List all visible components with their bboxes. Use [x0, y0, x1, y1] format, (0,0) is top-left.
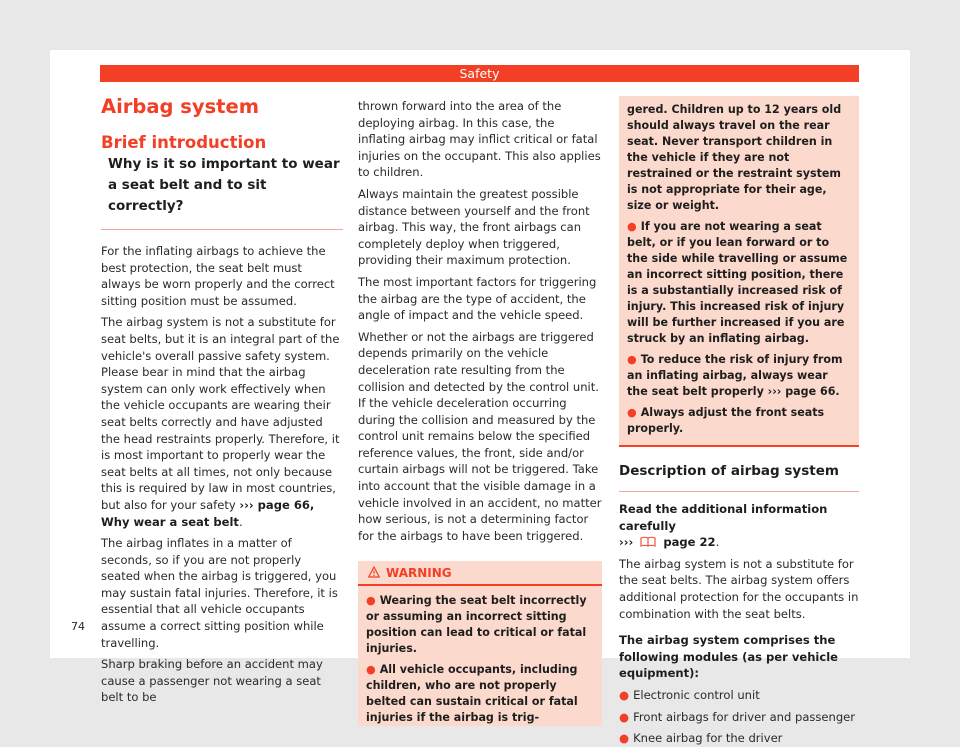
section-heading: Why is it so important to wear a seat belt and to sit correctly? — [101, 154, 343, 230]
list-item: ● Electronic control unit — [619, 687, 760, 702]
list-item: ● Knee airbag for the driver — [619, 731, 783, 746]
warning-title: WARNING — [386, 566, 452, 581]
paragraph: The airbag system is not a substitute for the seat belts. The airbag system offers additional protection for the occupants in combination with the seat belts. — [619, 556, 859, 621]
bullet-icon: ● — [627, 353, 637, 366]
chapter-header: Safety — [100, 65, 859, 82]
page-reference-link[interactable]: ››› page 66, Why wear a seat belt — [101, 497, 315, 529]
column-3 — [619, 96, 859, 747]
subsection-title: Brief introduction — [101, 133, 267, 152]
bullet-icon: ● — [619, 709, 630, 724]
bullet-icon: ● — [366, 594, 376, 608]
paragraph: Whether or not the airbags are triggered depends primarily on the vehicle deceleration rate resulting from the collision and detected by the control unit. If the vehicle deceleration occurring during the collision and measured by the control unit remains below the specified reference values, the front, side and/or curtain airbags will not be triggered. Take into account that the visible damage in a vehicle involved in an accident, no matter how serious, is not a determining factor for the airbags to have been triggered. — [358, 329, 602, 543]
read-info-note: Read the additional information carefully ››› page 22. — [619, 502, 828, 550]
bullet-icon: ● — [619, 731, 630, 746]
warning-item: ● All vehicle occupants, including children, who are not properly belted can sustain critical or fatal injuries if the airbag is trig- — [366, 663, 578, 725]
paragraph: The airbag inflates in a matter of seconds, so if you are not properly seated when the airbag is triggered, you may sustain fatal injuries. Therefore, it is essential that all vehicle occupants assume a correct sitting position while travelling. — [101, 536, 338, 650]
column-1 — [101, 94, 343, 706]
paragraph: Always maintain the greatest possible distance between yourself and the front airbag. This way, the front airbags can completely deploy when triggered, providing their maximum protection. — [358, 186, 590, 268]
bullet-icon: ● — [627, 406, 637, 419]
warning-bottom-rule — [619, 445, 859, 447]
warning-item: ● Always adjust the front seats properly. — [627, 406, 825, 435]
modules-heading: The airbag system comprises the following modules (as per vehicle equipment): — [619, 633, 839, 681]
book-icon — [640, 536, 656, 547]
bullet-icon: ● — [627, 220, 637, 233]
warning-item: ● To reduce the risk of injury from an inflating airbag, always wear the seat belt properly ››› page 66. — [627, 353, 843, 398]
page-reference-link[interactable]: page 22 — [663, 535, 716, 550]
warning-item: ● Wearing the seat belt incorrectly or assuming an incorrect sitting position can lead to critical or fatal injuries. — [366, 594, 587, 656]
list-item: ● Front airbags for driver and passenger — [619, 709, 856, 724]
warning-box — [358, 561, 602, 726]
manual-page — [50, 50, 910, 746]
section-heading: Description of airbag system — [619, 461, 859, 492]
paragraph: For the inflating airbags to achieve the best protection, the seat belt must always be worn properly and the correct sitting position must be assumed. — [101, 244, 335, 308]
warning-box-continued — [619, 96, 859, 445]
warning-continued-text: gered. Children up to 12 years old should always travel on the rear seat. Never transport children in the vehicle if they are not restrained or the restraint system is not appropriate for their age, size or weight. — [627, 103, 842, 212]
warning-header — [358, 561, 602, 586]
bullet-icon: ● — [366, 663, 376, 677]
bullet-icon: ● — [619, 687, 630, 702]
paragraph: thrown forward into the area of the deploying airbag. In this case, the inflating airbag may inflict critical or fatal injuries on the occupant. This also applies to children. — [358, 99, 601, 180]
paragraph: Sharp braking before an accident may cause a passenger not wearing a seat belt to be — [101, 657, 323, 705]
column-2 — [358, 98, 602, 731]
warning-icon — [368, 566, 380, 578]
warning-body — [358, 586, 602, 726]
section-title: Airbag system — [101, 95, 260, 118]
page-number: 74 — [71, 620, 85, 633]
warning-item: ● If you are not wearing a seat belt, or if you lean forward or to the side while travelling or assume an incorrect sitting position, there is a substantially increased risk of injury. This increased risk of injury will be further increased if you are struck by an inflating airbag. — [627, 220, 848, 345]
paragraph: The most important factors for triggering the airbag are the type of accident, the angle of impact and the vehicle speed. — [358, 274, 597, 323]
paragraph: The airbag system is not a substitute for seat belts, but it is an integral part of the vehicle's overall passive safety system. Please bear in mind that the airbag system can only work effectively when the vehicle occupants are wearing their seat belts correctly and have adjusted the head restraints properly. Therefore, it is most important to properly wear the seat belts at all times, not only because this is required by law in most countries, but also for your safety ››› page 66, Why wear a seat belt. — [101, 315, 340, 529]
